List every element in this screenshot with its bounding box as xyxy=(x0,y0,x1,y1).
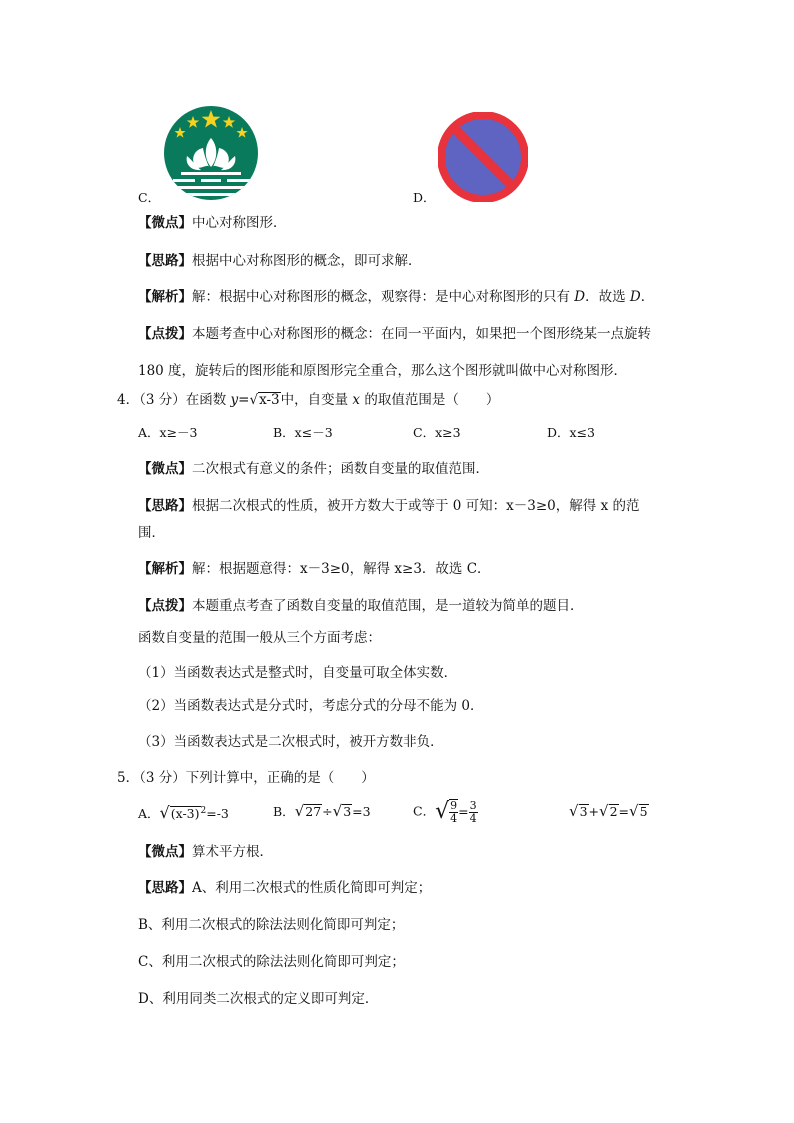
q5-weidian: 【微点】算术平方根． xyxy=(138,844,273,860)
q5-silu-d: D、利用同类二次根式的定义即可判定． xyxy=(138,991,379,1007)
q4-silu-cont: 围． xyxy=(138,525,165,541)
q5-option-b: B．√27÷√3=3 xyxy=(273,802,371,820)
q5-stem: 5．（3 分）下列计算中，正确的是（ ） xyxy=(117,770,375,786)
q3-dianbo: 【点拨】本题考查中心对称图形的概念：在同一平面内，如果把一个图形绕某一点旋转 xyxy=(138,326,651,342)
q4-option-c: C．x≥3 xyxy=(413,425,461,440)
q4-option-b: B．x≤－3 xyxy=(273,425,333,440)
q3-weidian: 【微点】中心对称图形． xyxy=(138,215,287,231)
q4-silu: 【思路】根据二次根式的性质，被开方数大于或等于 0 可知：x－3≥0，解得 x 的范 xyxy=(138,498,640,514)
no-parking-sign-icon xyxy=(438,112,528,202)
q4-option-d: D．x≤3 xyxy=(547,425,595,440)
q5-silu-c: C、利用二次根式的除法法则化简即可判定； xyxy=(138,954,405,970)
q3-jiexi: 【解析】解：根据中心对称图形的概念，观察得：是中心对称图形的只有 D．故选 D． xyxy=(138,289,655,305)
q4-jiexi: 【解析】解：根据题意得：x－3≥0，解得 x≥3．故选 C． xyxy=(138,561,491,577)
q5-option-d: √3+√2=√5 xyxy=(569,802,648,820)
macau-emblem-icon xyxy=(163,104,259,202)
q3-dianbo-cont: 180 度，旋转后的图形能和原图形完全重合，那么这个图形就叫做中心对称图形． xyxy=(138,363,628,379)
q4-note-intro: 函数自变量的范围一般从三个方面考虑： xyxy=(138,630,381,646)
q4-weidian: 【微点】二次根式有意义的条件；函数自变量的取值范围． xyxy=(138,461,489,477)
q4-note-1: （1）当函数表达式是整式时，自变量可取全体实数． xyxy=(138,665,458,681)
q5-silu-b: B、利用二次根式的除法法则化简即可判定； xyxy=(138,917,405,933)
option-d-label: D． xyxy=(413,190,436,205)
q3-silu: 【思路】根据中心对称图形的概念，即可求解． xyxy=(138,253,422,269)
q4-note-2: （2）当函数表达式是分式时，考虑分式的分母不能为 0． xyxy=(138,698,484,714)
q5-option-c: C．√ $\frac{9}{4}$ = $\frac{3}{4}$ xyxy=(413,798,477,825)
option-c-label: C． xyxy=(138,190,161,205)
q5-silu: 【思路】A、利用二次根式的性质化简即可判定； xyxy=(138,880,432,896)
q4-dianbo: 【点拨】本题重点考查了函数自变量的取值范围，是一道较为简单的题目． xyxy=(138,598,584,614)
q4-stem: 4．（3 分）在函数 y=√x-3中，自变量 x 的取值范围是（ ） xyxy=(117,392,500,408)
q4-option-a: A．x≥－3 xyxy=(138,425,198,440)
q5-option-a: A．$√(x-3)^2=-3$ xyxy=(138,803,229,823)
q4-note-3: （3）当函数表达式是二次根式时，被开方数非负． xyxy=(138,734,444,750)
